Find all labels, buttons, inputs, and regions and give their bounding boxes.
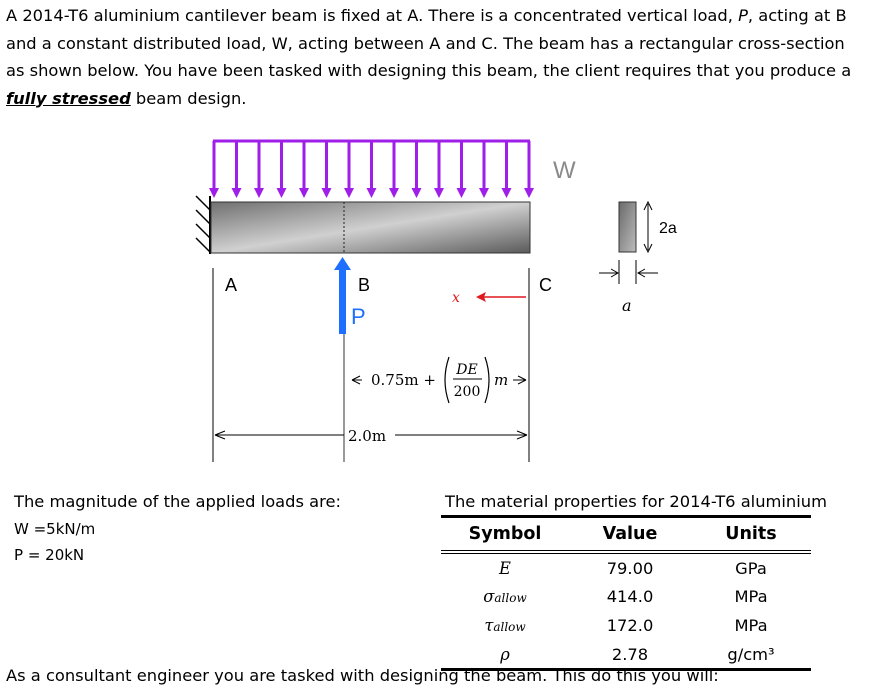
- udl-arrow-head: [412, 188, 422, 198]
- header-value: Value: [602, 524, 658, 544]
- closing-text: As a consultant engineer you are tasked with designing the beam. This do this you will:: [6, 666, 719, 685]
- udl-arrow-head: [344, 188, 354, 198]
- udl-arrow-head: [232, 188, 242, 198]
- table-header-row: [441, 518, 811, 550]
- dim-b-prefix: 0.75m +: [371, 371, 436, 389]
- udl-arrow-head: [479, 188, 489, 198]
- w-label: W: [553, 157, 576, 184]
- intro-p-symbol: P: [738, 6, 748, 25]
- x-direction-arrow: [476, 292, 526, 302]
- intro-text-3: beam design.: [130, 88, 247, 108]
- paren-left: [445, 357, 449, 403]
- load-w-value: W =5kN/m: [14, 519, 96, 538]
- udl-arrow-head: [254, 188, 264, 198]
- row-units: MPa: [734, 587, 768, 607]
- udl-arrow-head: [322, 188, 332, 198]
- row-units: MPa: [734, 615, 768, 635]
- row-value: 2.78: [611, 644, 649, 664]
- dimension-2a: [644, 202, 652, 252]
- table-row: [441, 554, 811, 583]
- row-value: 172.0: [606, 615, 654, 635]
- x-axis-label: x: [452, 290, 460, 306]
- row-symbol-sub: allow: [493, 619, 526, 634]
- row-units: g/cm³: [727, 644, 775, 664]
- dimension-a: [599, 260, 658, 284]
- beam: [211, 202, 530, 253]
- udl-arrow-head: [389, 188, 399, 198]
- row-symbol: σ: [483, 587, 495, 607]
- dim-a-label: a: [622, 296, 632, 315]
- udl-arrows: [209, 141, 534, 198]
- material-properties-table: [441, 515, 811, 671]
- row-units: GPa: [735, 558, 767, 578]
- row-symbol: τ: [484, 615, 494, 635]
- fully-stressed-emphasis: fully stressed: [6, 88, 131, 108]
- udl-arrow-head: [299, 188, 309, 198]
- paren-right: [485, 357, 489, 403]
- dim-2a-label: 2a: [659, 220, 677, 237]
- row-symbol-sub: allow: [494, 591, 527, 606]
- cross-section: [619, 202, 636, 252]
- applied-loads: [14, 489, 341, 568]
- intro-text-1: A 2014-T6 aluminium cantilever beam is fixed at A. There is a concentrated vertical load,: [6, 6, 739, 25]
- dim-total: 2.0m: [348, 427, 387, 445]
- udl-arrow-head: [367, 188, 377, 198]
- point-b-label: B: [358, 275, 371, 295]
- header-symbol: Symbol: [468, 524, 542, 544]
- loads-title: The magnitude of the applied loads are:: [14, 492, 341, 511]
- point-load-p-label: P: [351, 304, 366, 329]
- point-c-label: C: [539, 275, 552, 295]
- row-symbol: E: [499, 558, 511, 578]
- table-row: [441, 583, 811, 612]
- udl-arrow-head: [277, 188, 287, 198]
- distributed-load: [209, 141, 534, 198]
- udl-arrow-head: [502, 188, 512, 198]
- udl-arrow-head: [457, 188, 467, 198]
- table-row: [441, 611, 811, 640]
- table-row: [441, 640, 811, 669]
- dim-b-denominator: 200: [453, 384, 481, 400]
- load-p-value: P = 20kN: [14, 545, 85, 564]
- intro-text-2: , acting at B and a constant distributed load, W, acting between A and C. The beam has a rectangular cross-section as shown below. You have been tasked with designing this beam, the client requires that you produce a: [6, 6, 852, 80]
- row-symbol: ρ: [500, 644, 510, 664]
- table-caption: The material properties for 2014-T6 aluminium: [445, 492, 827, 511]
- fixed-support: [196, 196, 210, 254]
- header-units: Units: [725, 524, 777, 544]
- point-load-p-arrow: [334, 257, 351, 334]
- dim-b-unit: m: [494, 371, 509, 389]
- dim-b-numerator: DE: [456, 362, 478, 378]
- row-value: 79.00: [606, 558, 654, 578]
- udl-arrow-head: [434, 188, 444, 198]
- row-value: 414.0: [606, 587, 654, 607]
- udl-arrow-head: [524, 188, 534, 198]
- point-a-label: A: [225, 275, 238, 295]
